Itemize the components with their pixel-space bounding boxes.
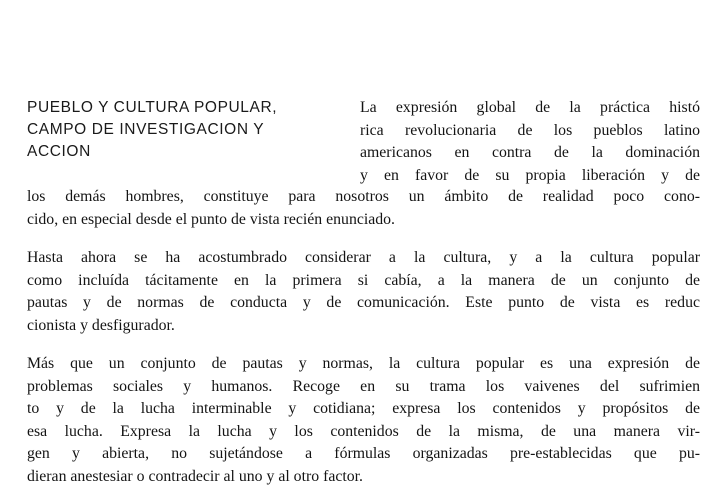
text-line: pautas y de normas de conducta y de comunicación. Este punto de vista es reduc	[27, 292, 700, 315]
text-line: rica revolucionaria de los pueblos latino	[360, 120, 700, 143]
text-line: problemas sociales y humanos. Recoge en su trama los vaivenes del sufrimien	[27, 376, 700, 399]
heading-line: PUEBLO Y CULTURA POPULAR,	[27, 97, 277, 119]
paragraph-1-indented	[360, 97, 700, 187]
heading-line: ACCION	[27, 141, 277, 163]
text-line: los demás hombres, constituye para nosotros un ámbito de realidad poco cono-	[27, 186, 700, 209]
text-line: dieran anestesiar o contradecir al uno y al otro factor.	[27, 466, 700, 488]
text-line: esa lucha. Expresa la lucha y los contenidos de la misma, de una manera vir-	[27, 421, 700, 444]
paragraph-3	[27, 353, 700, 488]
text-line: La expresión global de la práctica histó	[360, 97, 700, 120]
text-line: Más que un conjunto de pautas y normas, la cultura popular es una expresión de	[27, 353, 700, 376]
text-line: y en favor de su propia liberación y de	[360, 165, 700, 188]
text-line: to y de la lucha interminable y cotidiana; expresa los contenidos y propósitos de	[27, 398, 700, 421]
text-line: americanos en contra de la dominación	[360, 142, 700, 165]
text-line: cido, en especial desde el punto de vista recién enunciado.	[27, 209, 700, 232]
section-heading	[27, 97, 277, 163]
text-line: cionista y desfigurador.	[27, 315, 700, 338]
text-line: Hasta ahora se ha acostumbrado considerar a la cultura, y a la cultura popular	[27, 247, 700, 270]
text-line: gen y abierta, no sujetándose a fórmulas organizadas pre-establecidas que pu-	[27, 443, 700, 466]
paragraph-2	[27, 247, 700, 337]
text-line: como incluída tácitamente en la primera si cabía, a la manera de un conjunto de	[27, 270, 700, 293]
paragraph-1-continued	[27, 186, 700, 231]
heading-line: CAMPO DE INVESTIGACION Y	[27, 119, 277, 141]
